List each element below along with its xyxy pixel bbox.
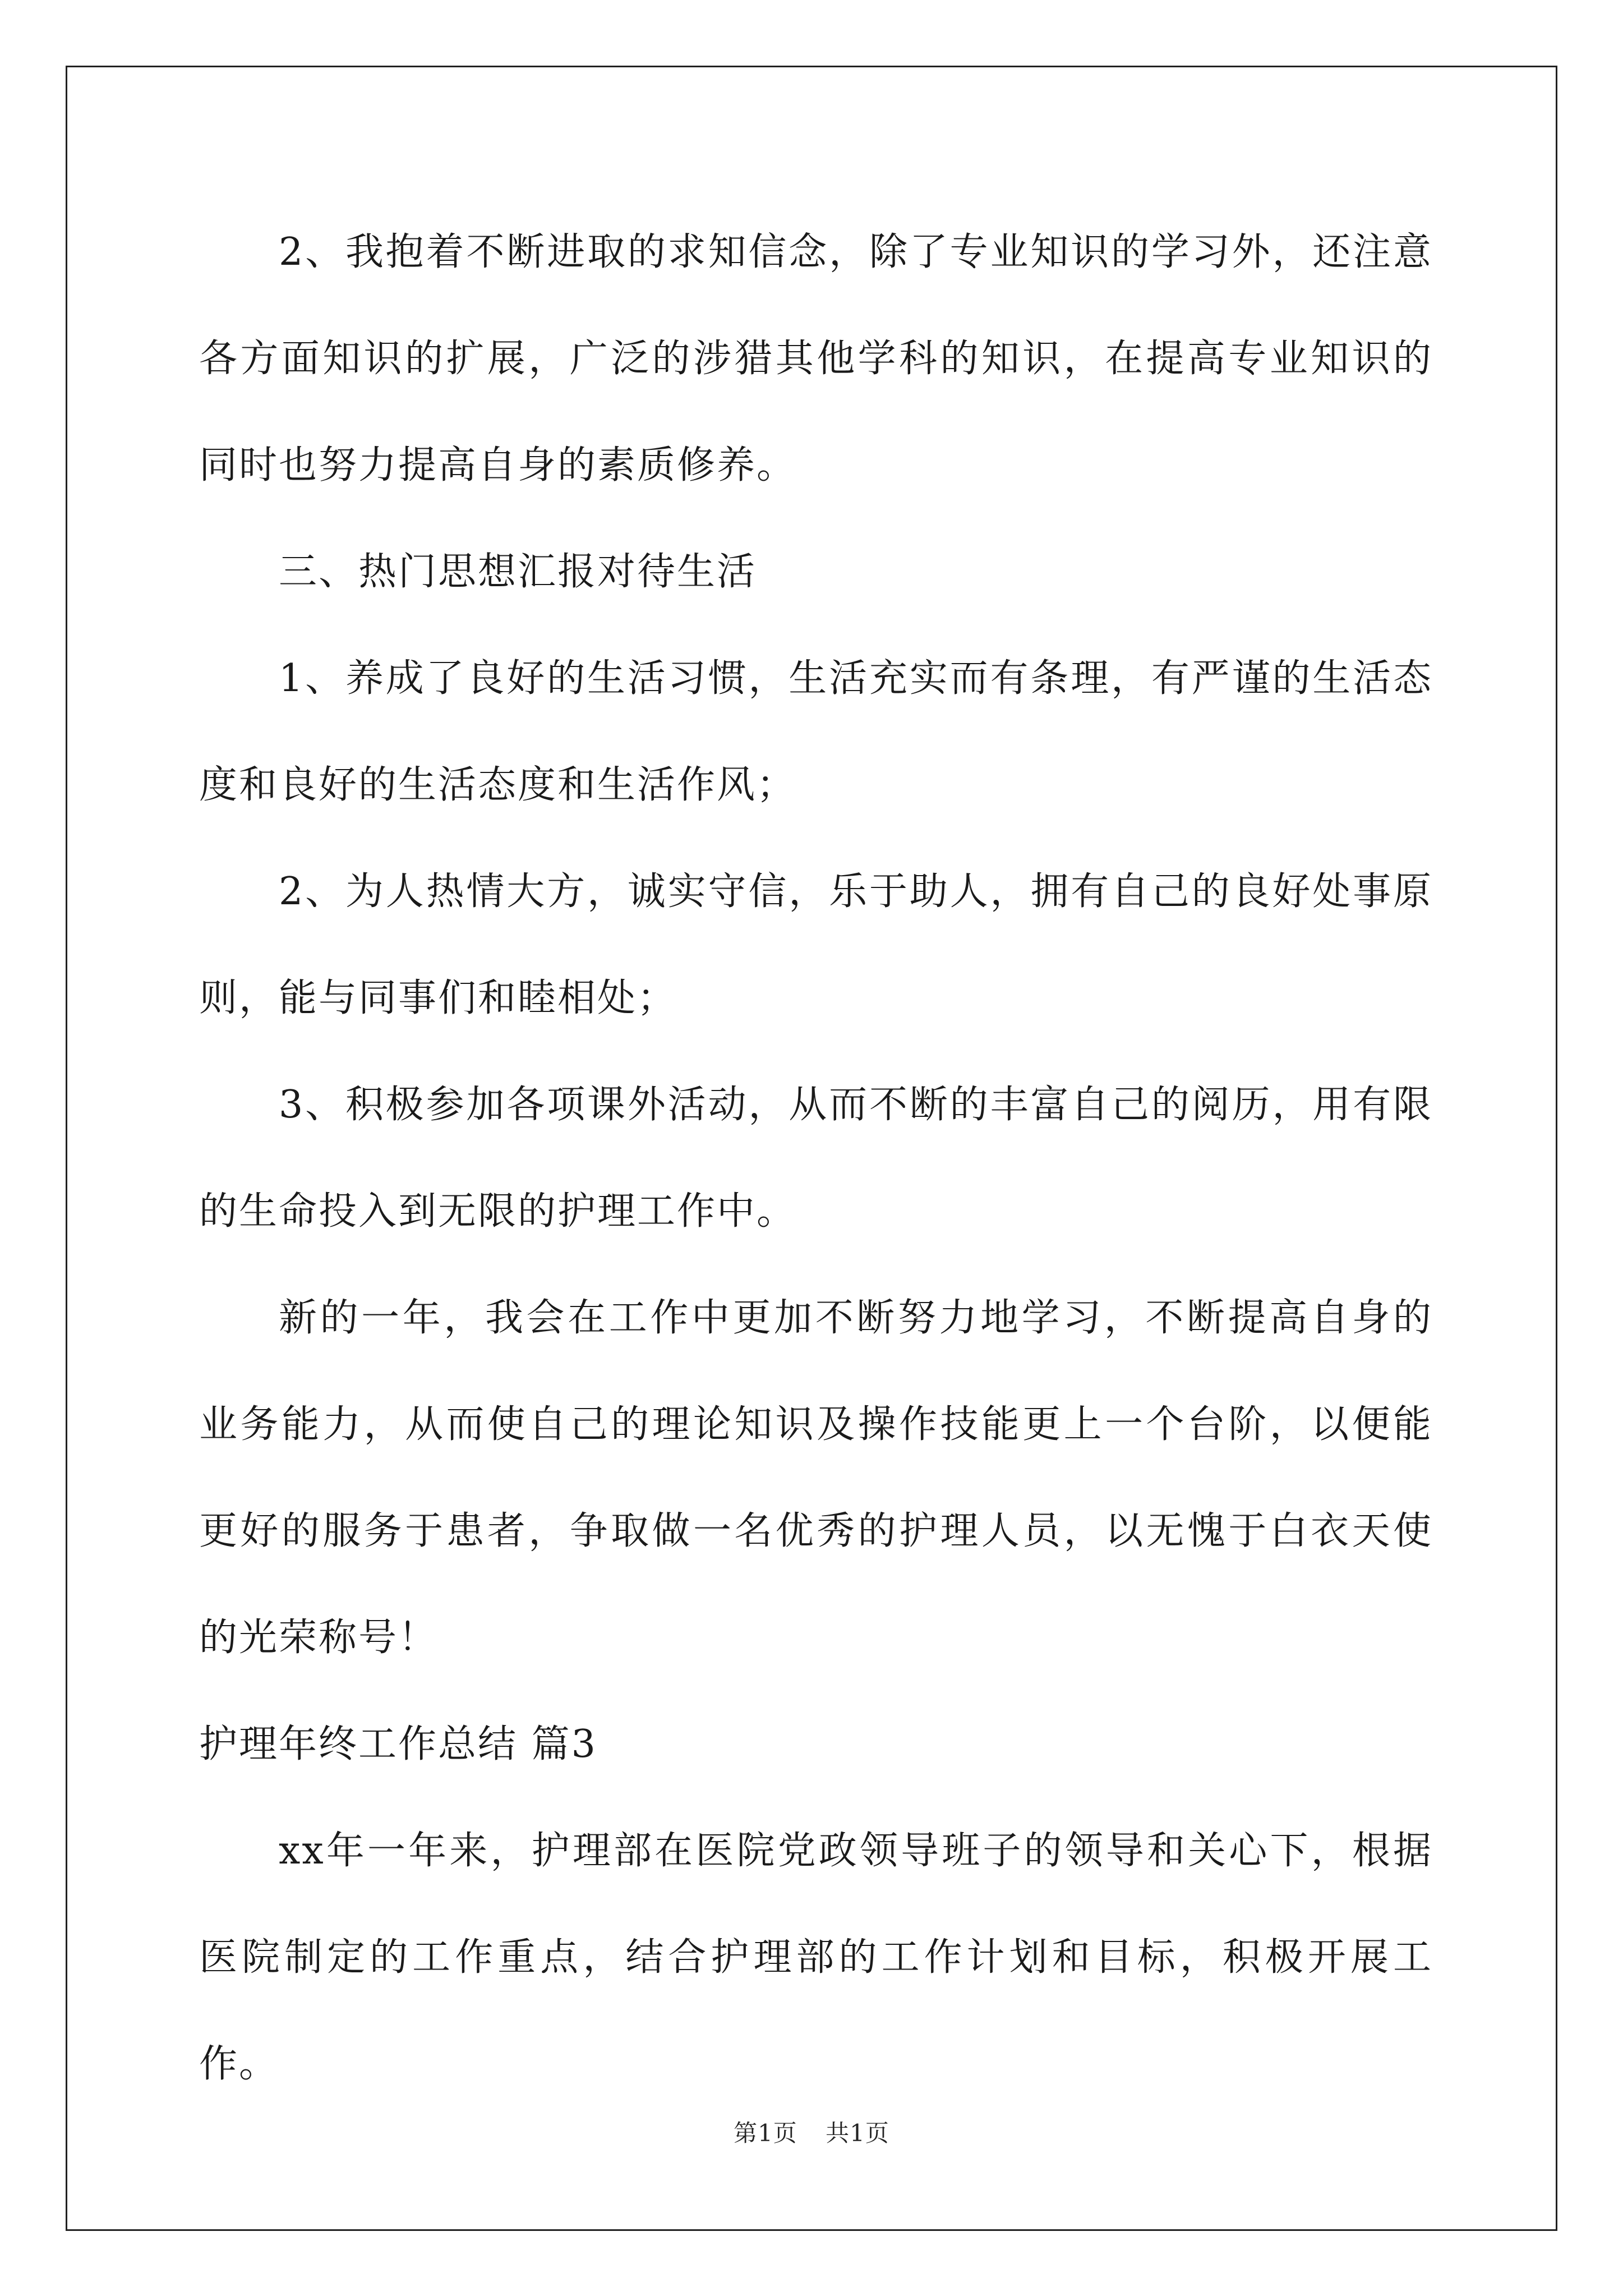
paragraph-intro: xx年一年来，护理部在医院党政领导班子的领导和关心下，根据医院制定的工作重点，结合护理部的工作计划和目标，积极开展工作。 xyxy=(199,1829,1433,2086)
article-title: 护理年终工作总结 篇3 xyxy=(199,1722,597,1766)
paragraph-activities: 3、积极参加各项课外活动，从而不断的丰富自己的阅历，用有限的生命投入到无限的护理工作中。 xyxy=(199,1083,1433,1234)
document-body xyxy=(199,199,1433,2118)
page-footer xyxy=(0,2115,1623,2148)
section-heading-life: 三、热门思想汇报对待生活 xyxy=(279,550,757,594)
paragraph-character: 2、为人热情大方，诚实守信，乐于助人，拥有自己的良好处事原则，能与同事们和睦相处； xyxy=(199,869,1433,1020)
paragraph-new-year: 新的一年，我会在工作中更加不断努力地学习，不断提高自身的业务能力，从而使自己的理论知识及操作技能更上一个台阶，以便能更好的服务于患者，争取做一名优秀的护理人员，以无愧于白衣天使的光荣称号！ xyxy=(199,1296,1433,1660)
paragraph-habits: 1、养成了良好的生活习惯，生活充实而有条理，有严谨的生活态度和良好的生活态度和生活作风； xyxy=(199,656,1433,807)
page-total: 共1页 xyxy=(826,2119,889,2147)
page-number: 第1页 xyxy=(734,2119,797,2147)
paragraph-knowledge: 2、我抱着不断进取的求知信念，除了专业知识的学习外，还注意各方面知识的扩展，广泛的涉猎其他学科的知识，在提高专业知识的同时也努力提高自身的素质修养。 xyxy=(199,230,1433,487)
